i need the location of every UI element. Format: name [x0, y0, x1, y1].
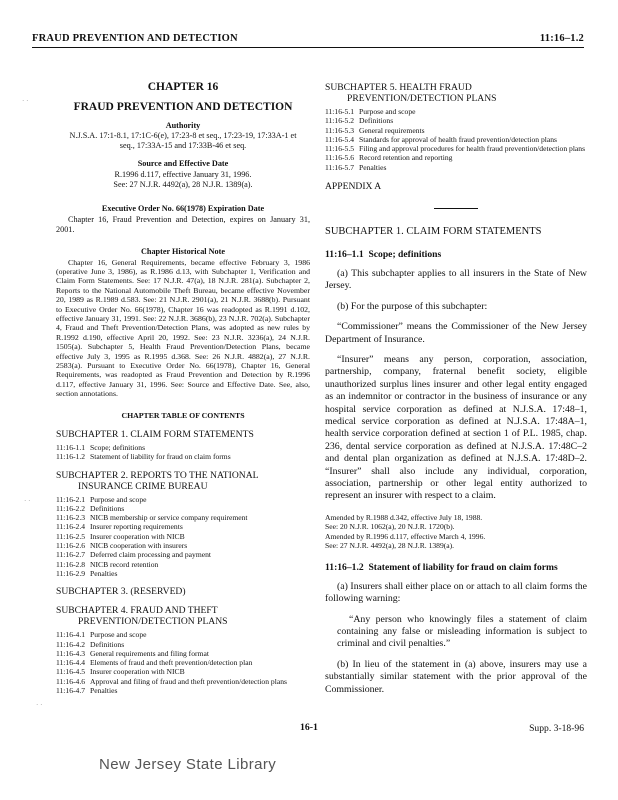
supplement-date: Supp. 3-18-96 — [529, 723, 584, 734]
toc-entry[interactable] — [56, 560, 310, 569]
table-of-contents — [56, 429, 310, 695]
toc-entry-title: Purpose and scope — [90, 630, 147, 640]
toc-entry-number: 11:16-4.4 — [56, 658, 86, 668]
amendment-line: Amended by R.1996 d.117, effective March 4, 1996. — [325, 531, 486, 541]
toc-entry-title: Penalties — [90, 686, 118, 695]
toc-subchapter-heading — [56, 429, 310, 440]
toc-entry-title: Penalties — [90, 568, 118, 578]
toc-entry-number: 11:16-2.4 — [56, 522, 86, 532]
chapter-number: CHAPTER 16 — [147, 81, 219, 93]
amendment-line: See: 20 N.J.R. 1062(a), 20 N.J.R. 1720(b). — [325, 522, 455, 532]
subchapter-5-heading — [325, 82, 587, 104]
toc-subchapter-list — [56, 630, 310, 695]
toc-entry-number: 11:16-4.3 — [56, 648, 86, 658]
toc-subchapter-heading — [56, 470, 310, 492]
toc-entry-number: 11:16-5.5 — [325, 144, 355, 154]
toc-entry[interactable] — [56, 686, 310, 695]
toc-entry-number: 11:16-2.9 — [56, 568, 86, 578]
toc-subchapter-line-1: SUBCHAPTER 4. FRAUD AND THEFT — [56, 605, 218, 617]
toc-entry[interactable] — [325, 126, 587, 135]
toc-entry[interactable] — [56, 667, 310, 676]
toc-entry-title: General requirements — [359, 125, 425, 135]
header-section-range: 11:16–1.2 — [539, 33, 584, 44]
toc-entry-number: 11:16-2.6 — [56, 541, 86, 551]
section-1-2-para-a: (a) Insurers shall either place on or attach to all claim forms the following warning: — [325, 580, 587, 605]
toc-entry[interactable] — [56, 640, 310, 649]
toc-entry[interactable] — [325, 144, 587, 153]
authority-heading: Authority — [165, 120, 201, 130]
toc-entry[interactable] — [56, 532, 310, 541]
toc-entry-title: Insurer cooperation with NICB — [90, 667, 185, 677]
toc-entry-number: 11:16-5.4 — [325, 134, 355, 144]
toc-entry-number: 11:16-4.7 — [56, 686, 86, 695]
toc-entry-title: Approval and filing of fraud and theft prevention/detection plans — [90, 676, 287, 686]
toc-entry[interactable] — [56, 452, 310, 461]
exec-order-heading: Executive Order No. 66(1978) Expiration Date — [101, 204, 265, 214]
toc-entry-title: NICB record retention — [90, 559, 159, 569]
toc-entry-number: 11:16-2.8 — [56, 559, 86, 569]
toc-entry-title: Purpose and scope — [90, 494, 147, 504]
toc-entry[interactable] — [56, 443, 310, 452]
toc-subchapter-list — [56, 495, 310, 579]
section-divider — [434, 208, 478, 209]
toc-entry[interactable] — [325, 163, 587, 172]
toc-entry[interactable] — [56, 513, 310, 522]
authority-text: N.J.S.A. 17:1-8.1, 17:1C-6(e), 17:23-8 et seq., 17:23-19, 17:33A-1 et seq., 17:33A-15 and 17:33B-46 et seq. — [69, 130, 297, 151]
toc-entry-title: General requirements and filing format — [90, 648, 209, 658]
chapter-title: FRAUD PREVENTION AND DETECTION — [73, 101, 293, 114]
toc-entry[interactable] — [56, 677, 310, 686]
toc-entry[interactable] — [56, 569, 310, 578]
header-rule — [32, 47, 584, 48]
toc-entry-title: Deferred claim processing and payment — [90, 550, 212, 560]
toc-entry-title: Definitions — [90, 503, 125, 513]
toc-entry-number: 11:16-2.5 — [56, 531, 86, 541]
section-1-2-para-b: (b) In lieu of the statement in (a) above, insurers may use a substantially similar statement with the prior approval of the Commissioner. — [325, 658, 587, 695]
exec-order-text: Chapter 16, Fraud Prevention and Detection, expires on January 31, 2001. — [56, 214, 310, 234]
section-1-1-para-a: (a) This subchapter applies to all insurers in the State of New Jersey. — [325, 267, 587, 292]
toc-entry-number: 11:16-5.1 — [325, 107, 355, 116]
toc-entry-title: Penalties — [359, 162, 387, 172]
toc-entry-title: Definitions — [359, 116, 394, 126]
section-1-1-number: 11:16–1.1 — [325, 248, 364, 260]
toc-entry-number: 11:16-2.3 — [56, 513, 86, 523]
section-1-1-title: Scope; definitions — [368, 248, 442, 260]
toc-entry[interactable] — [56, 550, 310, 559]
toc-entry-number: 11:16-1.2 — [56, 452, 86, 462]
toc-entry-number: 11:16-4.6 — [56, 676, 86, 686]
source-heading: Source and Effective Date — [137, 159, 229, 169]
section-1-1-para-b: (b) For the purpose of this subchapter: — [337, 300, 488, 312]
toc-entry-title: Elements of fraud and theft prevention/detection plan — [90, 658, 253, 668]
toc-entry[interactable] — [325, 153, 587, 162]
toc-entry[interactable] — [56, 649, 310, 658]
toc-entry-title: Definitions — [90, 639, 125, 649]
toc-entry-title: Statement of liability for fraud on claim forms — [90, 452, 231, 462]
history-text: Chapter 16, General Requirements, became effective February 3, 1986 (operative June 3, 1986), as R.1986 d.13, with Subchapter 1, Verification and Claim Form Statements. See: 17 N.J.R. 47(a), 18 N.J.R. 281(a). Subchapter 2, Reports to the National Automobile Theft Bureau, became effective November 20, 1989 as R.1989 d.583. See: 21 N.J.R. 2901(a), 21 N.J.R. 3688(b). Pursuant to Executive Order No. 66(1978), Chapter 16 was readopted as R.1991 d.102, effective January 31, 1991. See: 22 N.J.R. 3686(b), 23 N.J.R. 702(a). Subchapter 4, Fraud and Theft Prevention/Detection Plans, was adopted as new rules by R.1992 d.190, effective April 20, 1992. See: 23 N.J.R. 3236(a), 24 N.J.R. 1505(a). Subchapter 5, Health Fraud Prevention/Detection Plans, became effective July 3, 1995 as R.1995 d.368. See: 26 N.J.R. 4882(a), 27 N.J.R. 2583(a). Pursuant to Executive Order No. 66(1978), Chapter 16, General Requirements, was readopted as Fraud Prevention and Detection by R.1996 d.117, effective January 31, 1996. See: Source and Effective Date. See, also, section annotations. — [56, 257, 310, 399]
left-column — [56, 62, 310, 695]
header-title: FRAUD PREVENTION AND DETECTION — [32, 33, 238, 44]
toc-subchapter-line-1: SUBCHAPTER 1. CLAIM FORM STATEMENTS — [56, 428, 254, 440]
toc-entry[interactable] — [325, 107, 587, 116]
toc-entry[interactable] — [56, 658, 310, 667]
toc-entry[interactable] — [56, 630, 310, 639]
subchapter-5-line-1: SUBCHAPTER 5. HEALTH FRAUD — [325, 82, 472, 93]
toc-entry-number: 11:16-5.2 — [325, 116, 355, 126]
scan-artifact: · · — [24, 497, 31, 505]
toc-entry-number: 11:16-5.6 — [325, 153, 355, 163]
toc-entry[interactable] — [56, 522, 310, 531]
toc-subchapter-line-1: SUBCHAPTER 2. REPORTS TO THE NATIONAL — [56, 469, 259, 481]
toc-entry-number: 11:16-2.7 — [56, 550, 86, 560]
toc-heading: CHAPTER TABLE OF CONTENTS — [121, 410, 245, 420]
toc-entry[interactable] — [325, 116, 587, 125]
toc-entry-number: 11:16-1.1 — [56, 442, 86, 452]
section-1-2-heading — [325, 563, 587, 573]
toc-subchapter-line-2: INSURANCE CRIME BUREAU — [78, 480, 208, 492]
toc-entry-title: Insurer cooperation with NICB — [90, 531, 185, 541]
scan-artifact: · · — [22, 97, 29, 105]
subchapter-5-line-2: PREVENTION/DETECTION PLANS — [347, 93, 497, 104]
section-1-2-title: Statement of liability for fraud on claim forms — [368, 561, 558, 573]
toc-subchapter-list — [56, 443, 310, 462]
toc-entry[interactable] — [56, 541, 310, 550]
toc-entry-title: Standards for approval of health fraud prevention/detection plans — [359, 134, 558, 144]
source-line-2: See: 27 N.J.R. 4492(a), 28 N.J.R. 1389(a). — [113, 180, 253, 190]
warning-quote: “Any person who knowingly files a statement of claim containing any false or misleading information is subject to criminal and civil penalties.” — [337, 613, 587, 650]
library-watermark: New Jersey State Library — [99, 756, 277, 773]
toc-entry-number: 11:16-4.2 — [56, 639, 86, 649]
toc-subchapter-line-1: SUBCHAPTER 3. (RESERVED) — [56, 586, 186, 598]
subchapter-1-heading: SUBCHAPTER 1. CLAIM FORM STATEMENTS — [325, 226, 542, 238]
amendment-line: Amended by R.1988 d.342, effective July 18, 1988. — [325, 512, 483, 522]
toc-entry-title: NICB membership or service company requirement — [90, 513, 248, 523]
toc-subchapter-heading — [56, 586, 310, 597]
definition-commissioner: “Commissioner” means the Commissioner of the New Jersey Department of Insurance. — [325, 321, 587, 345]
toc-entry-number: 11:16-4.5 — [56, 667, 86, 677]
source-line-1: R.1996 d.117, effective January 31, 1996. — [114, 169, 252, 179]
section-1-2-number: 11:16–1.2 — [325, 561, 364, 573]
toc-subchapter-heading — [56, 605, 310, 627]
toc-entry[interactable] — [56, 495, 310, 504]
toc-entry[interactable] — [56, 504, 310, 513]
toc-entry-title: Purpose and scope — [359, 107, 416, 116]
toc-entry-title: Filing and approval procedures for health fraud prevention/detection plans — [359, 144, 586, 154]
toc-entry[interactable] — [325, 135, 587, 144]
toc-entry-number: 11:16-5.7 — [325, 162, 355, 172]
amendment-notes — [325, 513, 587, 551]
definition-insurer: “Insurer” means any person, corporation, association, partnership, company, fraternal benefit society, eligible unauthorized surplus lines insurer and other legal entity engaged as an indemnitor or contractor in the business of insurance or any hospital service corporation as defined at N.J.S.A. 17:48–1, medical service corporation as defined at N.J.S.A. 17:48A–1, health service corporation defined at section 1 of P.L. 1985, chap. 236, dental service corporation as defined at N.J.S.A. 17:48C–2 and dental plan organization as defined at N.J.S.A. 17:48D–2. “Insurer” shall also include any individual, corporation, association, partnership or other legal entity authorized to represent an insurer with respect to a claim. — [325, 354, 587, 502]
history-heading: Chapter Historical Note — [141, 247, 225, 257]
toc-entry-title: NICB cooperation with insurers — [90, 541, 188, 551]
right-column — [325, 62, 587, 696]
toc-entry-title: Insurer reporting requirements — [90, 522, 183, 532]
running-header — [32, 33, 584, 47]
toc-entry-title: Record retention and reporting — [359, 153, 453, 163]
page-number: 16-1 — [300, 722, 318, 733]
toc-entry-number: 11:16-5.3 — [325, 125, 355, 135]
toc-entry-title: Scope; definitions — [90, 442, 146, 452]
toc-entry-number: 11:16-2.1 — [56, 494, 86, 504]
section-1-1-heading — [325, 250, 587, 260]
toc-subchapter-line-2: PREVENTION/DETECTION PLANS — [78, 616, 228, 628]
toc-entry-number: 11:16-2.2 — [56, 503, 86, 513]
subchapter-5-list — [325, 107, 587, 172]
toc-entry-number: 11:16-4.1 — [56, 630, 86, 640]
appendix-label: APPENDIX A — [325, 181, 382, 193]
amendment-line: See: 27 N.J.R. 4492(a), 28 N.J.R. 1389(a). — [325, 541, 455, 551]
scan-artifact: · · — [36, 701, 43, 709]
